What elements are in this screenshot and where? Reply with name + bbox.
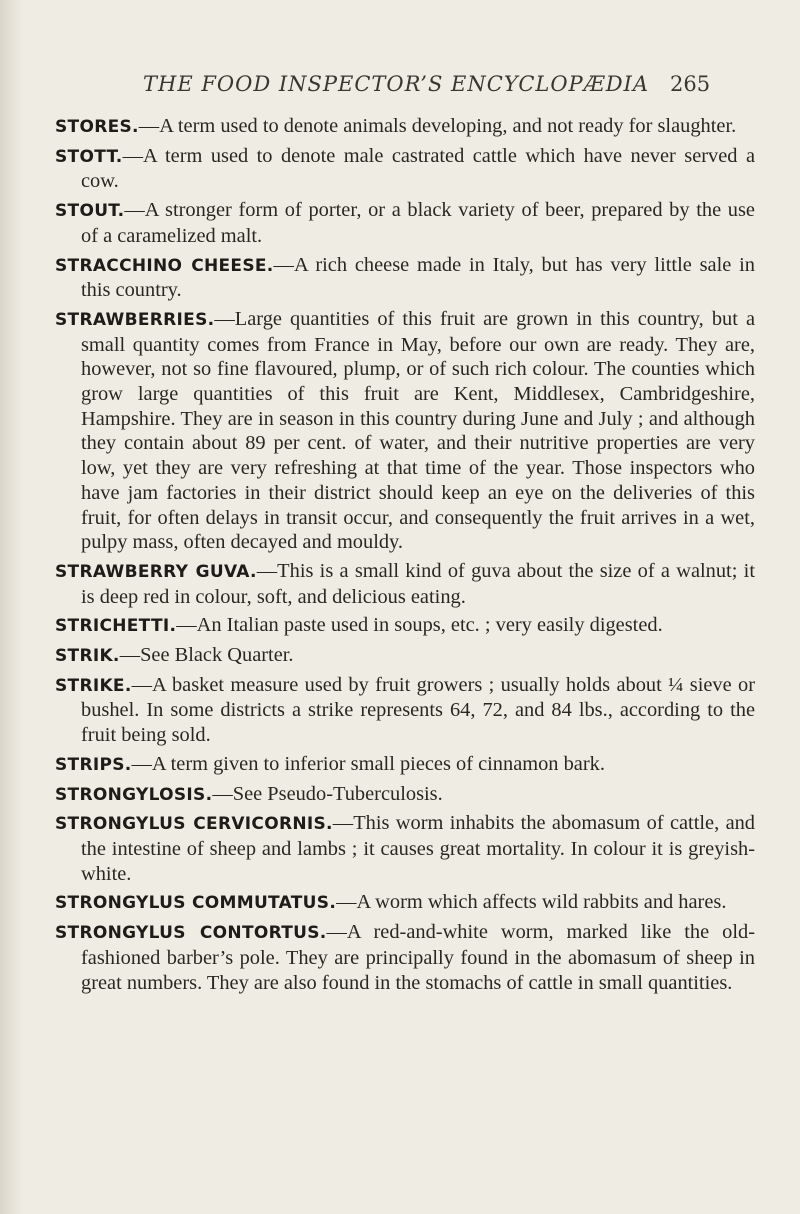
entry-definition: —This worm inhabits the abomasum of cattle, and the intestine of sheep and lambs ; it causes great mortality. In colour it is greyish-white. — [81, 812, 756, 885]
entry-strike — [55, 673, 755, 748]
entry-definition: —See Black Quarter. — [119, 644, 294, 667]
entry-stores — [55, 114, 755, 140]
entry-headword: STRAWBERRIES. — [55, 309, 215, 330]
entry-definition: —A stronger form of porter, or a black variety of beer, prepared by the use of a caramelized malt. — [81, 199, 755, 247]
entry-stott — [55, 144, 755, 194]
entry-strongylus-contortus — [55, 920, 755, 995]
entry-headword: STRICHETTI. — [55, 616, 177, 637]
entry-headword: STORES. — [55, 117, 139, 137]
entry-headword: STRIKE. — [55, 675, 132, 696]
entry-strawberries — [55, 307, 755, 555]
entry-definition: —A term used to denote male castrated cattle which have never served a cow. — [81, 144, 755, 193]
entry-definition: —A worm which affects wild rabbits and hares. — [336, 891, 727, 914]
entry-headword: STOUT. — [55, 201, 125, 222]
entry-headword: STRIPS. — [55, 754, 132, 775]
entry-definition: —See Pseudo-Tuberculosis. — [212, 782, 443, 805]
page-number: 265 — [670, 72, 711, 96]
encyclopedia-entries — [55, 114, 755, 999]
entry-definition: —A term given to inferior small pieces of cinnamon bark. — [131, 752, 605, 775]
entry-strongylosis — [55, 782, 755, 808]
entry-strawberry-guva — [55, 559, 755, 609]
entry-headword: STRONGYLUS CERVICORNIS. — [55, 814, 333, 835]
entry-headword: STOTT. — [55, 146, 123, 167]
entry-definition: —Large quantities of this fruit are grown in this country, but a small quantity comes from France in May, before our own are ready. They are, however, not so fine flavoured, plump, or of such rich colour. The counties which grow large quantities of this fruit are Kent, Middlesex, Cambridgeshire, Hampshire. They are in season in this country during June and July ; and although they contain about 89 per cent. of water, and their nutritive properties are very low, yet they are very refreshing at that time of the year. Those inspectors who have jam factories in their district should keep an eye on the deliveries of this fruit, for often delays in transit occur, and consequently the fruit arrives in a wet, pulpy mass, often decayed and mouldy. — [81, 307, 755, 554]
entry-headword: STRONGYLUS CONTORTUS. — [55, 923, 327, 944]
entry-stout — [55, 198, 755, 248]
entry-strips — [55, 752, 755, 778]
entry-definition: —A red-and-white worm, marked like the old-fashioned barber’s pole. They are principally found in the abomasum of sheep in great numbers. They are also found in the stomachs of cattle in small quantities. — [81, 921, 755, 994]
entry-definition: —A basket measure used by fruit growers ; usually holds about ¼ sieve or bushel. In some districts a strike represents 64, 72, and 84 lbs., according to the fruit being sold. — [81, 673, 755, 747]
entry-stracchino-cheese — [55, 253, 755, 303]
entry-definition: —This is a small kind of guva about the size of a walnut; it is deep red in colour, soft, and delicious eating. — [81, 559, 755, 608]
entry-definition: —An Italian paste used in soups, etc. ; very easily digested. — [176, 614, 663, 637]
page-header — [0, 72, 800, 102]
entry-headword: STRONGYLUS COMMUTATUS. — [55, 893, 337, 914]
entry-definition: —A rich cheese made in Italy, but has very little sale in this country. — [81, 253, 755, 302]
entry-headword: STRACCHINO CHEESE. — [55, 255, 274, 276]
entry-strichetti — [55, 613, 755, 639]
entry-definition: —A term used to denote animals developing, and not ready for slaughter. — [138, 115, 737, 137]
running-title: THE FOOD INSPECTOR’S ENCYCLOPÆDIA — [143, 72, 649, 96]
page-edge-shadow — [0, 0, 22, 1214]
entry-strik — [55, 643, 755, 669]
entry-strongylus-cervicornis — [55, 811, 755, 886]
entry-strongylus-commutatus — [55, 890, 755, 916]
entry-headword: STRONGYLOSIS. — [55, 784, 213, 805]
entry-headword: STRAWBERRY GUVA. — [55, 561, 257, 582]
entry-headword: STRIK. — [55, 646, 120, 667]
